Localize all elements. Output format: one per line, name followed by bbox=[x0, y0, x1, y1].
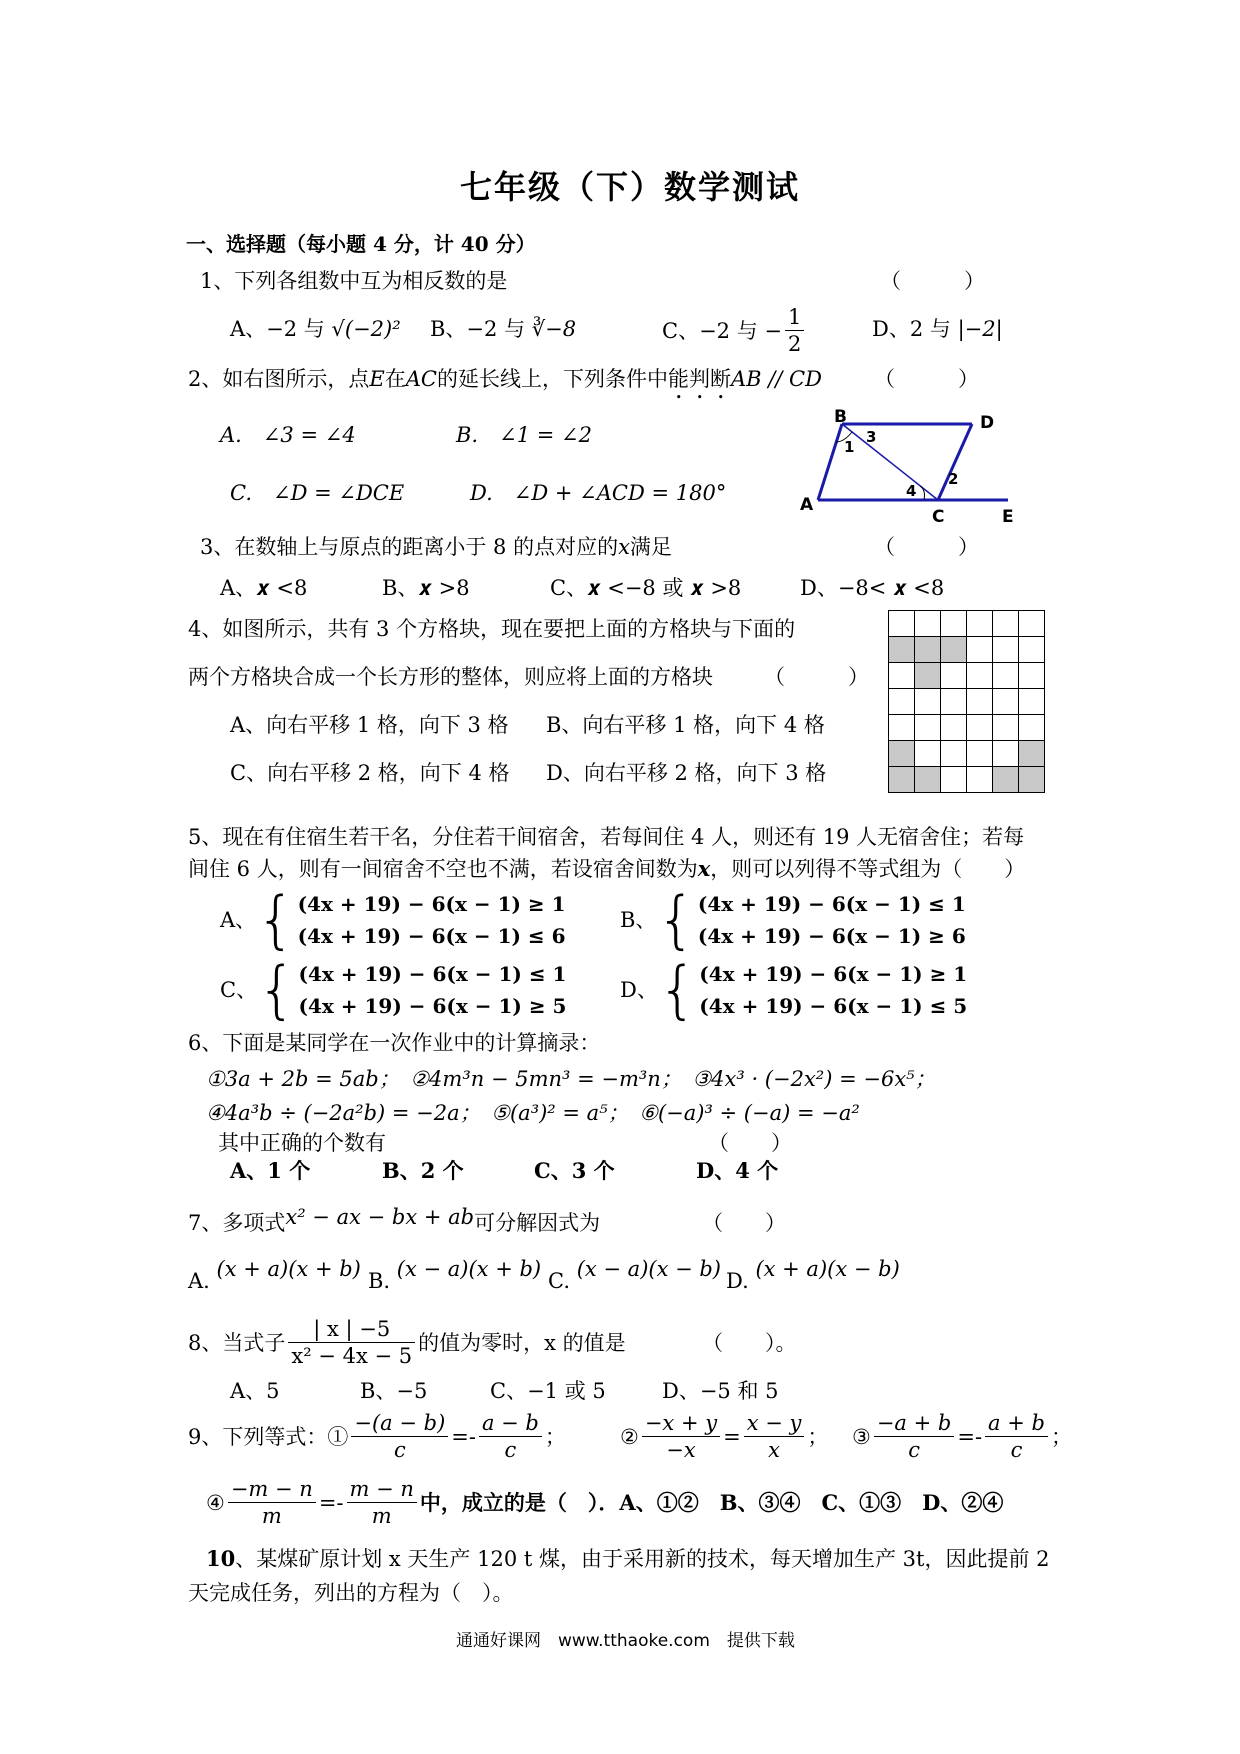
q9-e1-num2: a − b bbox=[479, 1410, 542, 1437]
q4-option-c: C、向右平移 2 格，向下 4 格 bbox=[230, 761, 510, 785]
q7-option-d bbox=[726, 1257, 900, 1294]
q8-paren: （ ）。 bbox=[702, 1331, 797, 1355]
q9-e4-rhs bbox=[347, 1476, 417, 1529]
q9-e3-num: −a + b bbox=[874, 1410, 955, 1437]
q5-c-row1: (4x + 19) − 6(x − 1) ≤ 1 bbox=[298, 962, 567, 986]
grid-cell bbox=[1019, 611, 1045, 637]
angle-label-2: 2 bbox=[948, 470, 959, 488]
q2-stem-ac: AC bbox=[405, 367, 437, 391]
q5-c-system bbox=[299, 958, 567, 1022]
q7-stem bbox=[188, 1205, 601, 1236]
q9-e2-num: −x + y bbox=[642, 1410, 720, 1437]
q8-option-d: D、−5 和 5 bbox=[662, 1379, 779, 1403]
grid-cell-filled bbox=[915, 767, 941, 793]
q7-b-math: (x − a)(x + b) bbox=[396, 1257, 542, 1281]
q3-option-a: A、𝒙 <8 bbox=[220, 576, 308, 600]
q9-e4-num2: m − n bbox=[347, 1476, 417, 1503]
q6-paren: （ ） bbox=[708, 1131, 792, 1155]
q2-paren: （ ） bbox=[874, 367, 979, 391]
q9-e2-lhs bbox=[642, 1410, 720, 1463]
brace-icon: { bbox=[257, 953, 297, 1026]
q5-a-row1: (4x + 19) − 6(x − 1) ≥ 1 bbox=[297, 892, 566, 916]
q6-option-d: D、4 个 bbox=[696, 1158, 779, 1183]
q9-e3-den2: c bbox=[1010, 1438, 1023, 1462]
angle-label-3: 3 bbox=[866, 428, 877, 446]
grid-cell bbox=[993, 611, 1019, 637]
q7-stem-math: x² − ax − bx + ab bbox=[285, 1205, 475, 1229]
q8-option-c: C、−1 或 5 bbox=[490, 1379, 606, 1403]
q5-line2-post: ，则可以列得不等式组为（ ） bbox=[710, 857, 1026, 881]
q5-option-d bbox=[620, 953, 968, 1026]
q9-expr2 bbox=[620, 1410, 828, 1463]
q9-e2-mid: = bbox=[723, 1424, 741, 1449]
grid-cell bbox=[889, 715, 915, 741]
q7-a-math: (x + a)(x + b) bbox=[216, 1257, 361, 1281]
q9-e2-den: −x bbox=[666, 1438, 696, 1462]
q9-e2-den2: x bbox=[768, 1438, 780, 1462]
q5-c-label: C、 bbox=[220, 978, 258, 1002]
q9-e3-mid: =- bbox=[957, 1424, 983, 1449]
grid-cell bbox=[993, 715, 1019, 741]
q5-option-c bbox=[220, 953, 567, 1026]
brace-icon: { bbox=[656, 883, 696, 956]
q5-b-system bbox=[698, 888, 966, 952]
label-a: A bbox=[800, 495, 814, 515]
grid-row bbox=[889, 741, 1045, 767]
q9-e4-num: −m − n bbox=[228, 1476, 316, 1503]
grid-cell bbox=[941, 611, 967, 637]
q6-option-c: C、3 个 bbox=[534, 1158, 615, 1183]
grid-row bbox=[889, 637, 1045, 663]
grid-cell bbox=[967, 611, 993, 637]
q1-c-fraction bbox=[785, 304, 804, 357]
q9-e4-den2: m bbox=[371, 1504, 392, 1528]
grid-cell bbox=[941, 689, 967, 715]
brace-icon: { bbox=[256, 883, 296, 956]
grid-cell bbox=[967, 637, 993, 663]
q8-option-a: A、5 bbox=[230, 1379, 280, 1403]
q4-line1: 4、如图所示，共有 3 个方格块，现在要把上面的方格块与下面的 bbox=[188, 617, 796, 641]
q1-option-b bbox=[430, 316, 576, 342]
grid-cell bbox=[1019, 637, 1045, 663]
line-ab bbox=[818, 424, 842, 500]
label-e: E bbox=[1002, 507, 1014, 527]
grid-cell-filled bbox=[915, 663, 941, 689]
grid-cell bbox=[915, 715, 941, 741]
grid-cell bbox=[1019, 663, 1045, 689]
q2-option-a: A. ∠3 = ∠4 bbox=[220, 423, 356, 447]
label-d: D bbox=[980, 413, 995, 433]
q4-option-b: B、向右平移 1 格，向下 4 格 bbox=[546, 713, 825, 737]
q9-e1-mid: =- bbox=[451, 1424, 476, 1449]
q8-den: x² − 4x − 5 bbox=[291, 1344, 413, 1368]
q2-stem-post: 的延长线上，下列条件中 bbox=[436, 367, 668, 391]
grid-cell bbox=[889, 689, 915, 715]
grid-cell bbox=[941, 741, 967, 767]
q5-line1: 5、现在有住宿生若干名，分住若干间宿舍，若每间住 4 人，则还有 19 人无宿舍住；若每 bbox=[188, 825, 1025, 849]
grid-cell bbox=[915, 741, 941, 767]
q4-option-d: D、向右平移 2 格，向下 3 格 bbox=[546, 761, 827, 785]
angle-label-1: 1 bbox=[844, 438, 855, 456]
q4-option-a: A、向右平移 1 格，向下 3 格 bbox=[230, 713, 509, 737]
q1-a-math: √(−2)² bbox=[331, 317, 401, 341]
grid-cell bbox=[1019, 715, 1045, 741]
q5-line2-x: x bbox=[697, 856, 711, 881]
q1-option-d bbox=[872, 316, 1003, 342]
grid-cell bbox=[915, 689, 941, 715]
q9-e1-rhs bbox=[479, 1410, 542, 1463]
grid-cell-filled bbox=[889, 741, 915, 767]
grid-cell-filled bbox=[1019, 741, 1045, 767]
q1-option-c bbox=[662, 304, 807, 357]
q2-stem-dotted: 能判断 bbox=[667, 367, 731, 391]
label-c: C bbox=[932, 507, 945, 527]
grid-cell bbox=[941, 767, 967, 793]
q8-stem-post: 的值为零时，x 的值是 bbox=[418, 1330, 626, 1355]
q2-stem-pre: 2、如右图所示，点 bbox=[188, 367, 370, 391]
q9-row1 bbox=[188, 1410, 566, 1463]
q7-a-label: A. bbox=[188, 1269, 210, 1293]
q9-sep: ； bbox=[544, 1424, 566, 1449]
label-b: B bbox=[834, 408, 847, 427]
grid-cell bbox=[967, 741, 993, 767]
q9-sep: ； bbox=[807, 1424, 829, 1449]
q10-line1-text: 、某煤矿原计划 x 天生产 120 t 煤，由于采用新的技术，每天增加生产 3t，因此提前 2 bbox=[235, 1547, 1050, 1571]
q1-c-label: C、−2 与 − bbox=[662, 318, 782, 343]
q3-stem bbox=[200, 534, 672, 560]
q1-paren: （ ） bbox=[880, 269, 985, 293]
q1-a-label: A、−2 与 bbox=[230, 317, 325, 341]
q5-a-system bbox=[298, 888, 566, 952]
grid-cell bbox=[967, 767, 993, 793]
q2-stem-relation: AB // CD bbox=[730, 367, 822, 391]
q5-b-row1: (4x + 19) − 6(x − 1) ≤ 1 bbox=[697, 892, 966, 916]
q1-b-math: ∛−8 bbox=[531, 317, 577, 341]
q3-stem-pre: 3、在数轴上与原点的距离小于 8 的点对应的 bbox=[200, 535, 619, 559]
q6-option-b: B、2 个 bbox=[382, 1158, 464, 1183]
q5-d-system bbox=[699, 958, 967, 1022]
q5-line2-pre: 间住 6 人，则有一间宿舍不空也不满，若设宿舍间数为 bbox=[188, 857, 698, 881]
grid-row bbox=[889, 663, 1045, 689]
q5-line2 bbox=[188, 856, 1025, 882]
q9-e4-lhs bbox=[228, 1476, 316, 1529]
q5-d-row2: (4x + 19) − 6(x − 1) ≤ 5 bbox=[699, 994, 968, 1018]
q9-e1-lhs bbox=[351, 1410, 448, 1463]
grid-cell-filled bbox=[993, 767, 1019, 793]
q6-ask: 其中正确的个数有 bbox=[218, 1131, 386, 1155]
grid-cell-filled bbox=[915, 637, 941, 663]
q9-e1-den: c bbox=[393, 1438, 406, 1462]
q9-expr3 bbox=[852, 1410, 1072, 1463]
q3-paren: （ ） bbox=[874, 535, 979, 559]
q5-option-b bbox=[620, 883, 966, 956]
grid-table bbox=[888, 610, 1045, 793]
q9-sep: ； bbox=[1050, 1424, 1072, 1449]
grid-cell bbox=[941, 663, 967, 689]
q8-stem-pre: 8、当式子 bbox=[188, 1330, 286, 1355]
grid-cell bbox=[967, 689, 993, 715]
q1-d-math: |−2| bbox=[957, 317, 1003, 341]
grid-cell bbox=[967, 715, 993, 741]
q9-e3-rhs bbox=[985, 1410, 1048, 1463]
q7-paren: （ ） bbox=[702, 1211, 786, 1235]
angle-label-4: 4 bbox=[906, 482, 917, 500]
q9-e4-mid: =- bbox=[318, 1490, 344, 1515]
q5-c-row2: (4x + 19) − 6(x − 1) ≥ 5 bbox=[298, 994, 567, 1018]
grid-cell bbox=[889, 663, 915, 689]
grid-row bbox=[889, 689, 1045, 715]
grid-cell-filled bbox=[889, 637, 915, 663]
grid-cell-filled bbox=[1019, 767, 1045, 793]
q1-d-label: D、2 与 bbox=[872, 317, 951, 341]
q2-stem bbox=[188, 366, 822, 404]
q8-stem bbox=[188, 1316, 626, 1369]
brace-icon: { bbox=[657, 953, 698, 1026]
q7-stem-pre: 7、多项式 bbox=[188, 1211, 286, 1235]
q5-d-row1: (4x + 19) − 6(x − 1) ≥ 1 bbox=[699, 962, 968, 986]
q9-e4-label: ④ bbox=[206, 1490, 225, 1515]
q9-row2 bbox=[206, 1476, 1003, 1529]
q5-d-label: D、 bbox=[620, 978, 658, 1002]
q1-c-den: 2 bbox=[787, 332, 802, 356]
q7-d-label: D. bbox=[726, 1269, 749, 1293]
grid-cell bbox=[993, 663, 1019, 689]
grid-cell bbox=[993, 637, 1019, 663]
q9-e4-den: m bbox=[261, 1504, 282, 1528]
grid-cell bbox=[993, 741, 1019, 767]
q9-tail: 中，成立的是（ ）．A、①② B、③④ C、①③ D、②④ bbox=[419, 1489, 1004, 1515]
q3-option-d: D、−8< 𝒙 <8 bbox=[800, 576, 945, 600]
q4-paren: （ ） bbox=[764, 665, 869, 689]
q7-stem-post: 可分解因式为 bbox=[474, 1211, 601, 1235]
grid-row bbox=[889, 767, 1045, 793]
q6-row2: ④4a³b ÷ (−2a²b) = −2a； ⑤(a³)² = a⁵； ⑥(−a)³ ÷ (−a) = −a² bbox=[206, 1101, 860, 1125]
q5-a-label: A、 bbox=[220, 908, 257, 932]
q7-option-b bbox=[368, 1257, 542, 1294]
q3-stem-post: 满足 bbox=[629, 535, 672, 559]
q9-e3-den: c bbox=[908, 1438, 920, 1462]
q9-e3-lhs bbox=[874, 1410, 955, 1463]
q6-option-a: A、1 个 bbox=[230, 1158, 311, 1183]
q5-b-label: B、 bbox=[620, 908, 657, 932]
q2-option-c: C. ∠D = ∠DCE bbox=[230, 481, 405, 505]
grid-cell bbox=[941, 715, 967, 741]
q1-c-num: 1 bbox=[785, 304, 804, 331]
q9-e1-num: −(a − b) bbox=[351, 1410, 448, 1437]
q3-option-b: B、𝒙 >8 bbox=[382, 576, 470, 600]
grid-cell-filled bbox=[889, 767, 915, 793]
grid-cell bbox=[889, 611, 915, 637]
q1-option-a bbox=[230, 316, 401, 342]
q10-number: 10 bbox=[206, 1546, 236, 1571]
q5-option-a bbox=[220, 883, 566, 956]
line-bc bbox=[842, 424, 938, 500]
grid-cell bbox=[967, 663, 993, 689]
q9-e3-num2: a + b bbox=[985, 1410, 1048, 1437]
q5-b-row2: (4x + 19) − 6(x − 1) ≥ 6 bbox=[697, 924, 966, 948]
q9-e2-rhs bbox=[744, 1410, 805, 1463]
q10-line1 bbox=[206, 1546, 1049, 1572]
q6-stem: 6、下面是某同学在一次作业中的计算摘录： bbox=[188, 1031, 601, 1055]
q1-b-label: B、−2 与 bbox=[430, 317, 526, 341]
q9-e3-label: ③ bbox=[852, 1424, 871, 1449]
grid-row bbox=[889, 715, 1045, 741]
q9-e1-den2: c bbox=[504, 1438, 517, 1462]
q10-line2: 天完成任务，列出的方程为（ ）。 bbox=[188, 1581, 514, 1605]
q9-e2-num2: x − y bbox=[744, 1410, 805, 1437]
grid-cell bbox=[993, 689, 1019, 715]
q3-stem-x: x bbox=[618, 535, 630, 559]
grid-row bbox=[889, 611, 1045, 637]
parallelogram-figure bbox=[800, 408, 1030, 528]
grid-cell bbox=[915, 611, 941, 637]
q1-stem: 1、下列各组数中互为相反数的是 bbox=[200, 269, 508, 293]
grid-cell bbox=[1019, 689, 1045, 715]
q8-option-b: B、−5 bbox=[360, 1379, 428, 1403]
section-heading: 一、选择题（每小题 4 分，计 40 分） bbox=[186, 232, 536, 256]
q2-option-b: B. ∠1 = ∠2 bbox=[456, 423, 592, 447]
q9-e2-label: ② bbox=[620, 1424, 639, 1449]
q7-option-a bbox=[188, 1257, 361, 1294]
q2-stem-mid: 在 bbox=[384, 367, 406, 391]
page-title: 七年级（下）数学测试 bbox=[460, 168, 801, 206]
q2-stem-e: E bbox=[369, 367, 385, 391]
q3-option-c: C、𝒙 <−8 或 𝒙 >8 bbox=[550, 576, 742, 600]
line-dc bbox=[938, 424, 972, 500]
q8-fraction bbox=[288, 1316, 415, 1369]
q7-option-c bbox=[548, 1257, 722, 1294]
q5-a-row2: (4x + 19) − 6(x − 1) ≤ 6 bbox=[297, 924, 566, 948]
q2-option-d: D. ∠D + ∠ACD = 180° bbox=[470, 481, 727, 505]
q9-stem: 9、下列等式：① bbox=[188, 1424, 349, 1449]
q6-row1: ①3a + 2b = 5ab； ②4m³n − 5mn³ = −m³n； ③4x³ · (−2x²) = −6x⁵； bbox=[206, 1067, 936, 1091]
q7-d-math: (x + a)(x − b) bbox=[755, 1257, 900, 1281]
q7-c-math: (x − a)(x − b) bbox=[576, 1257, 722, 1281]
q4-line2: 两个方格块合成一个长方形的整体，则应将上面的方格块 bbox=[188, 665, 713, 689]
grid-figure bbox=[888, 610, 1045, 793]
q8-num: | x | −5 bbox=[288, 1316, 415, 1343]
grid-cell-filled bbox=[941, 637, 967, 663]
q7-c-label: C. bbox=[548, 1269, 570, 1293]
page-footer: 通通好课网 www.tthaoke.com 提供下载 bbox=[456, 1631, 795, 1651]
q7-b-label: B. bbox=[368, 1269, 391, 1293]
